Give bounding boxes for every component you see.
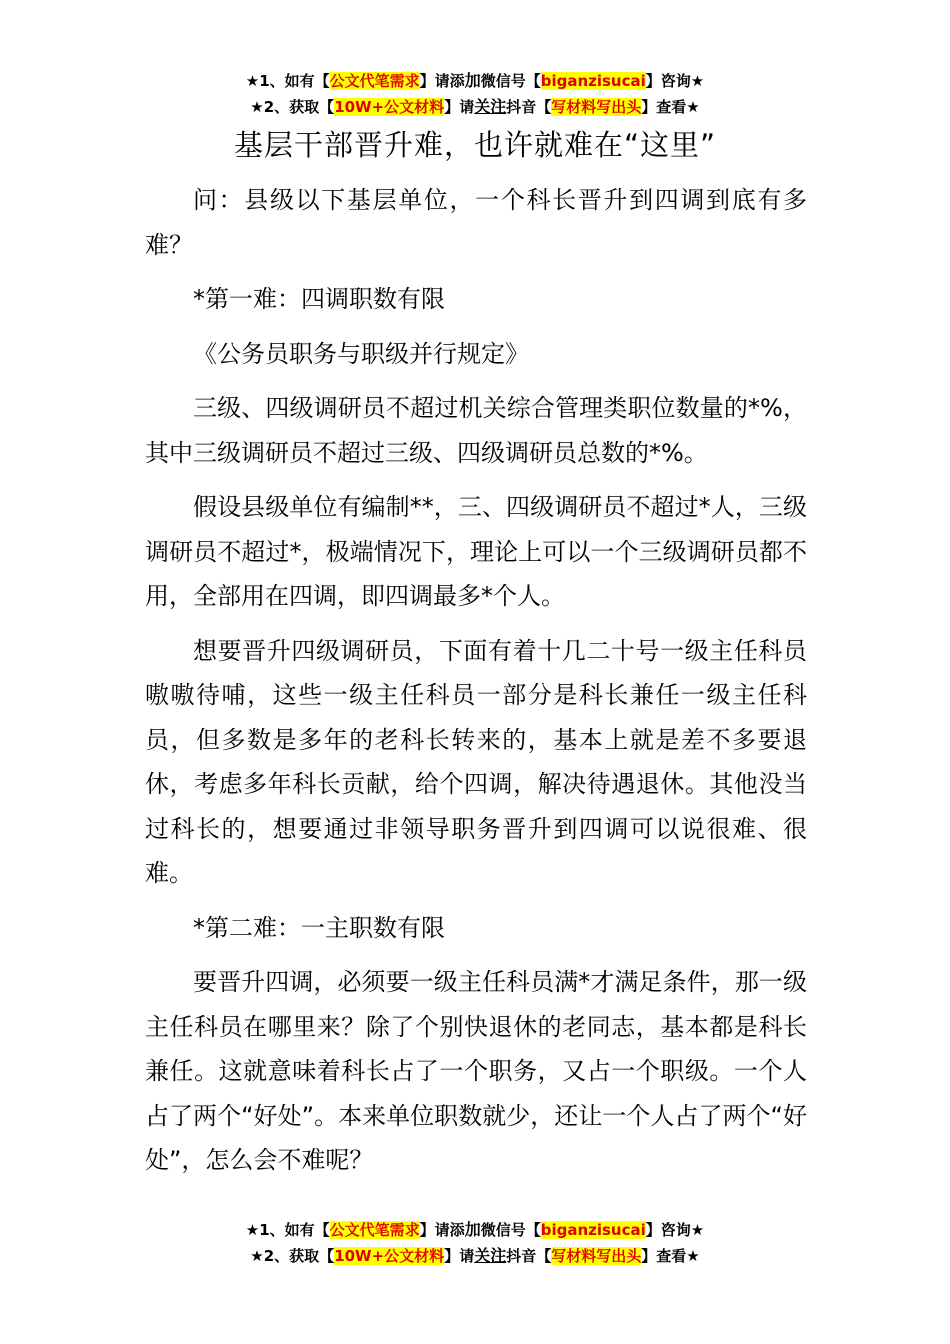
paragraph: 要晋升四调，必须要一级主任科员满*才满足条件，那一级主任科员在哪里来？除了个别快退休的老同志，基本都是科长兼任。这就意味着科长占了一个职务，又占一个职级。一个人占了两个“好处”。本来单位职数就少，还让一个人占了两个“好处”，怎么会不难呢？ bbox=[145, 968, 807, 1174]
banner-highlight-materials: 10W+公文材料 bbox=[334, 1247, 445, 1265]
paragraph: 假设县级单位有编制**，三、四级调研员不超过*人，三级调研员不超过*，极端情况下，理论上可以一个三级调研员都不用，全部用在四调，即四调最多*个人。 bbox=[145, 493, 807, 610]
banner-highlight-douyin: 写材料写出头 bbox=[551, 1247, 642, 1265]
banner-line-1: ★1、如有【公文代笔需求】请添加微信号【biganzisucai】咨询★ bbox=[245, 71, 705, 90]
banner-line-1: ★1、如有【公文代笔需求】请添加微信号【biganzisucai】咨询★ bbox=[245, 1220, 705, 1239]
banner-highlight-service: 公文代笔需求 bbox=[329, 72, 420, 90]
paragraph-regulation-name: 《公务员职务与职级并行规定》 bbox=[193, 339, 529, 368]
paragraph: 三级、四级调研员不超过机关综合管理类职位数量的*%，其中三级调研员不超过三级、四级调研员总数的*%。 bbox=[145, 394, 807, 467]
document-body bbox=[145, 178, 807, 1193]
banner-highlight-wechat-id: biganzisucai bbox=[540, 72, 646, 90]
document-title: 基层干部晋升难，也许就难在“这里” bbox=[233, 128, 717, 162]
banner-line-2: ★2、获取【10W+公文材料】请关注抖音【写材料写出头】查看★ bbox=[250, 1246, 700, 1265]
banner-highlight-douyin: 写材料写出头 bbox=[551, 98, 642, 116]
banner-highlight-materials: 10W+公文材料 bbox=[334, 98, 445, 116]
banner-highlight-wechat-id: biganzisucai bbox=[540, 1221, 646, 1239]
footer-banner bbox=[0, 1217, 950, 1269]
paragraph-heading-2: *第二难：一主职数有限 bbox=[193, 913, 445, 942]
paragraph-question: 问：县级以下基层单位，一个科长晋升到四调到底有多难？ bbox=[145, 186, 807, 259]
paragraph: 想要晋升四级调研员，下面有着十几二十号一级主任科员嗷嗷待哺，这些一级主任科员一部分是科长兼任一级主任科员，但多数是多年的老科长转来的，基本上就是差不多要退休，考虑多年科长贡献，给个四调，解决待遇退休。其他没当过科长的，想要通过非领导职务晋升到四调可以说很难、很难。 bbox=[145, 636, 807, 887]
paragraph-heading-1: *第一难：四调职数有限 bbox=[193, 285, 445, 313]
banner-line-2: ★2、获取【10W+公文材料】请关注抖音【写材料写出头】查看★ bbox=[250, 97, 700, 116]
banner-highlight-service: 公文代笔需求 bbox=[329, 1221, 420, 1239]
header-banner bbox=[0, 68, 950, 120]
